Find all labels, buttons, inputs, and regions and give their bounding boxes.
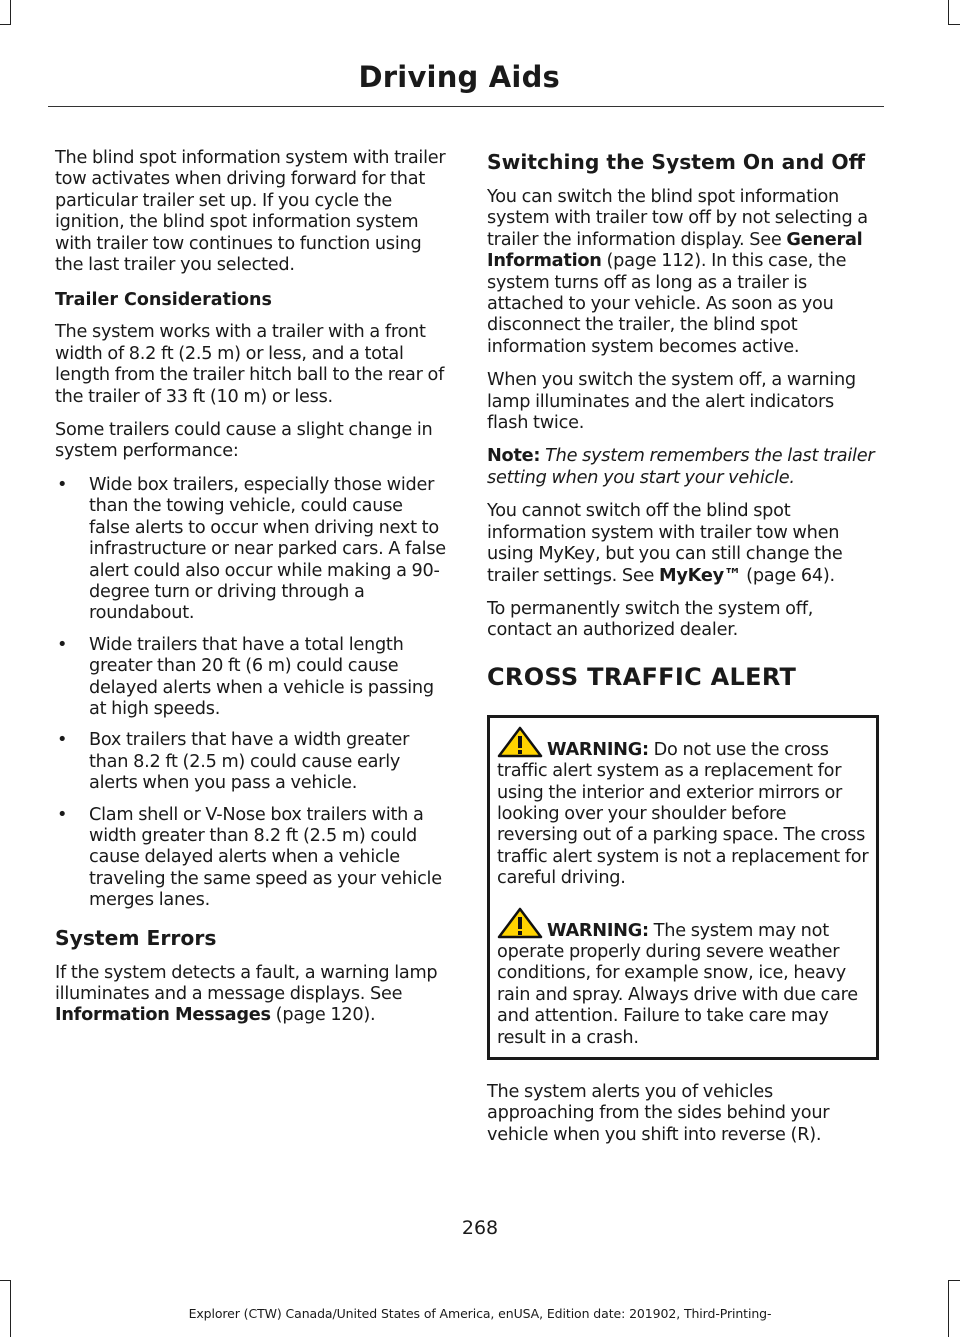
cross-traffic-alert-heading: CROSS TRAFFIC ALERT: [487, 662, 797, 691]
bullet-icon: •: [57, 634, 68, 655]
bullet-icon: •: [57, 474, 68, 495]
performance-paragraph: Some trailers could cause a slight change in system performance:: [55, 420, 433, 462]
trailer-bullet-list: [55, 475, 447, 912]
warning-triangle-icon: [497, 907, 543, 939]
mykey-link[interactable]: MyKey™: [659, 565, 742, 586]
list-item: • Wide trailers that have a total length greater than 20 ft (6 m) could cause delayed alerts when a vehicle is passing at high speeds.: [57, 634, 434, 719]
warning-lamp-paragraph: When you switch the system off, a warning lamp illuminates and the alert indicators flash twice.: [487, 370, 856, 434]
page-section-title: Driving Aids: [358, 60, 560, 94]
list-item: • Box trailers that have a width greater than 8.2 ft (2.5 m) could cause early alerts when you pass a vehicle.: [57, 730, 410, 794]
intro-paragraph: The blind spot information system with trailer tow activates when driving forward for that particular trailer set up. If you cycle the ignition, the blind spot information system with trailer tow continues to function using the last trailer you selected.: [55, 148, 446, 276]
crop-mark-bottom-left-h: [0, 1280, 11, 1281]
information-messages-link[interactable]: Information Messages: [55, 1005, 271, 1026]
warning-paragraph-1: WARNING: Do not use the cross traffic alert system as a replacement for using the interior and exterior mirrors or looking over your shoulder before reversing out of a parking space. The cross traffic alert system is not a replacement for careful driving.: [497, 726, 870, 890]
crop-mark-top-left-h: [0, 24, 11, 25]
general-information-link[interactable]: General Information: [487, 229, 863, 272]
trailer-size-paragraph: The system works with a trailer with a front width of 8.2 ft (2.5 m) or less, and a total length from the trailer hitch ball to the rear of the trailer of 33 ft (10 m) or less.: [55, 322, 445, 407]
bullet-icon: •: [57, 730, 68, 751]
page-number: 268: [461, 1217, 499, 1239]
switching-system-heading: Switching the System On and Off: [487, 150, 866, 174]
crop-mark-top-right-v: [948, 0, 949, 25]
header-divider: [48, 106, 884, 107]
list-item: • Clam shell or V-Nose box trailers with a width greater than 8.2 ft (2.5 m) could cause delayed alerts when a vehicle traveling the same speed as your vehicle merges lanes.: [57, 804, 442, 911]
crop-mark-top-left-v: [10, 0, 11, 25]
note-paragraph: Note: The system remembers the last trailer setting when you start your vehicle.: [487, 446, 875, 488]
note-label: Note:: [487, 446, 541, 467]
warning-triangle-icon: [497, 726, 543, 758]
right-column: [487, 148, 879, 1158]
mykey-paragraph: You cannot switch off the blind spot information system with trailer tow when using MyKey, but you can still change the trailer settings. See MyKey™ (page 64).: [487, 501, 843, 586]
warning-paragraph-2: WARNING: The system may not operate properly during severe weather conditions, for example snow, ice, heavy rain and spray. Always drive with due care and attention. Failure to take care may result in a crash.: [497, 907, 870, 1049]
cross-traffic-description: The system alerts you of vehicles approaching from the sides behind your vehicle when you shift into reverse (R).: [487, 1082, 830, 1145]
crop-mark-bottom-right-h: [948, 1280, 960, 1281]
left-column: [55, 148, 447, 1039]
list-item: • Wide box trailers, especially those wider than the towing vehicle, could cause false alerts to occur when driving next to infrastructure or near parked cars. A false alert could also occur while making a 90-degree turn or driving through a roundabout.: [57, 474, 446, 624]
crop-mark-top-right-h: [948, 24, 960, 25]
warning-label: WARNING:: [547, 920, 649, 941]
system-errors-paragraph: If the system detects a fault, a warning lamp illuminates and a message displays. See Information Messages (page 120).: [55, 962, 438, 1026]
system-errors-heading: System Errors: [55, 925, 217, 950]
switch-off-paragraph: You can switch the blind spot information system with trailer tow off by not selecting a trailer the information display. See General Information (page 112). In this case, the system turns off as long as a trailer is attached to your vehicle. As soon as you disconnect the trailer, the blind spot information system becomes active.: [487, 187, 868, 357]
warning-box: [487, 715, 879, 1060]
dealer-paragraph: To permanently switch the system off, contact an authorized dealer.: [487, 598, 814, 641]
trailer-considerations-heading: Trailer Considerations: [55, 290, 272, 311]
warning-label: WARNING:: [547, 739, 649, 760]
footer-edition-info: Explorer (CTW) Canada/United States of America, enUSA, Edition date: 201902, Third-Printing-: [188, 1306, 772, 1321]
bullet-icon: •: [57, 804, 68, 825]
